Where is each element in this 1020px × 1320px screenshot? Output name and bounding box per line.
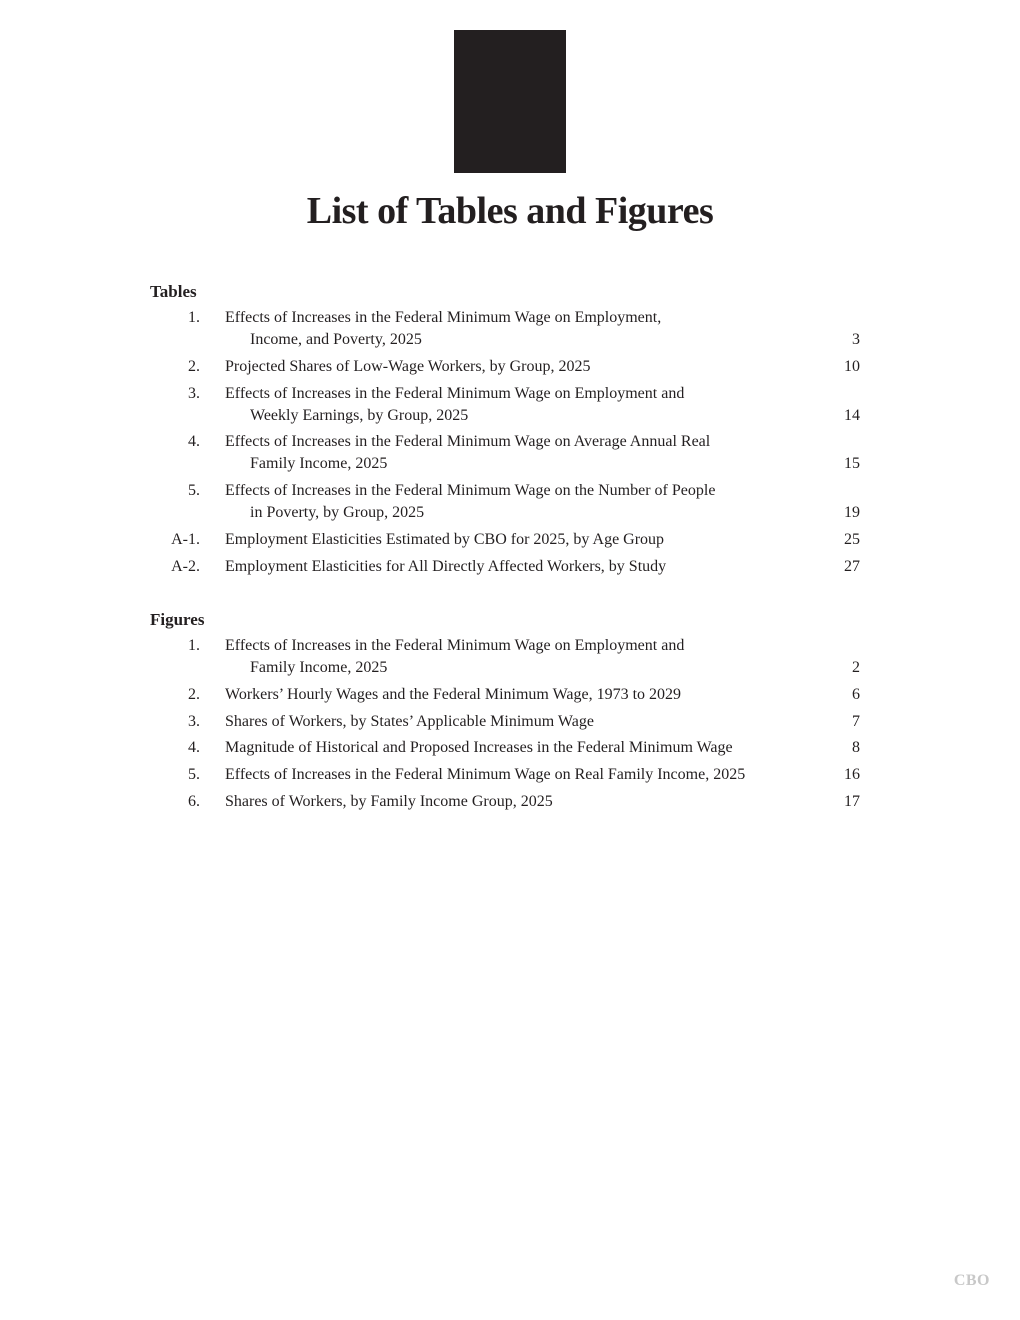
- toc-entry-table-3[interactable]: [150, 383, 860, 427]
- entry-title: Shares of Workers, by States’ Applicable Minimum Wage: [225, 712, 594, 730]
- entry-page-number: 10: [844, 357, 860, 375]
- entry-number: 6.: [188, 792, 200, 810]
- toc-entry-table-a2[interactable]: [150, 556, 860, 578]
- entry-number: 1.: [188, 309, 200, 326]
- entry-number: A-1.: [171, 530, 200, 548]
- entry-number: 4.: [188, 433, 200, 451]
- entry-page-number: 3: [852, 331, 860, 348]
- entry-number: 2.: [188, 685, 200, 703]
- entry-title: Projected Shares of Low-Wage Workers, by Group, 2025: [225, 357, 591, 375]
- toc-entry-figure-3[interactable]: [150, 711, 860, 733]
- entry-title: Effects of Increases in the Federal Minimum Wage on Employment, Income, and Poverty, 2025: [225, 309, 662, 348]
- toc-entry-figure-2[interactable]: [150, 684, 860, 706]
- figures-heading: Figures: [150, 610, 205, 629]
- toc-entry-table-2[interactable]: [150, 356, 860, 378]
- entry-page-number: 16: [844, 766, 860, 784]
- entry-number: 1.: [188, 637, 200, 654]
- toc-entry-figure-6[interactable]: [150, 791, 860, 813]
- page-title: List of Tables and Figures: [306, 190, 714, 232]
- toc-entry-table-4[interactable]: [150, 431, 860, 475]
- cbo-footer-logo: CBO: [953, 1272, 990, 1289]
- toc-entry-figure-5[interactable]: [150, 764, 860, 786]
- entry-title: Effects of Increases in the Federal Minimum Wage on Real Family Income, 2025: [225, 766, 746, 784]
- entry-number: 4.: [188, 739, 200, 757]
- header-black-block: [454, 30, 566, 173]
- entry-title: Effects of Increases in the Federal Minimum Wage on Employment and Family Income, 2025: [225, 637, 685, 676]
- entry-page-number: 14: [844, 406, 860, 424]
- toc-entry-table-1[interactable]: [150, 307, 860, 351]
- entry-page-number: 6: [852, 685, 860, 703]
- entry-title: Shares of Workers, by Family Income Group, 2025: [225, 792, 553, 810]
- entry-title: Magnitude of Historical and Proposed Increases in the Federal Minimum Wage: [225, 739, 733, 757]
- entry-number: A-2.: [171, 557, 200, 575]
- entry-page-number: 17: [844, 792, 860, 810]
- entry-number: 5.: [188, 482, 200, 500]
- entry-title: Effects of Increases in the Federal Minimum Wage on the Number of People in Poverty, by Group, 2025: [225, 482, 716, 522]
- tables-section: [150, 281, 860, 583]
- entry-number: 2.: [188, 357, 200, 375]
- entry-title: Workers’ Hourly Wages and the Federal Minimum Wage, 1973 to 2029: [225, 685, 682, 703]
- entry-page-number: 7: [852, 712, 860, 730]
- entry-page-number: 19: [844, 504, 860, 522]
- entry-number: 3.: [188, 384, 200, 402]
- entry-page-number: 25: [844, 530, 860, 548]
- toc-entry-table-5[interactable]: [150, 480, 860, 524]
- toc-entry-figure-4[interactable]: [150, 737, 860, 759]
- toc-entry-table-a1[interactable]: [150, 529, 860, 551]
- entry-title: Effects of Increases in the Federal Minimum Wage on Average Annual Real Family Income, 2025: [225, 433, 711, 473]
- entry-number: 5.: [188, 766, 200, 784]
- entry-page-number: 27: [844, 557, 860, 575]
- entry-page-number: 8: [852, 739, 860, 757]
- toc-entry-figure-1[interactable]: [150, 635, 860, 679]
- tables-heading: Tables: [150, 282, 197, 301]
- entry-page-number: 15: [844, 455, 860, 473]
- figures-section: [150, 609, 860, 818]
- entry-title: Effects of Increases in the Federal Minimum Wage on Employment and Weekly Earnings, by Group, 2025: [225, 384, 685, 424]
- entry-title: Employment Elasticities for All Directly Affected Workers, by Study: [225, 557, 667, 575]
- entry-page-number: 2: [852, 659, 860, 676]
- entry-title: Employment Elasticities Estimated by CBO for 2025, by Age Group: [225, 530, 665, 548]
- entry-number: 3.: [188, 712, 200, 730]
